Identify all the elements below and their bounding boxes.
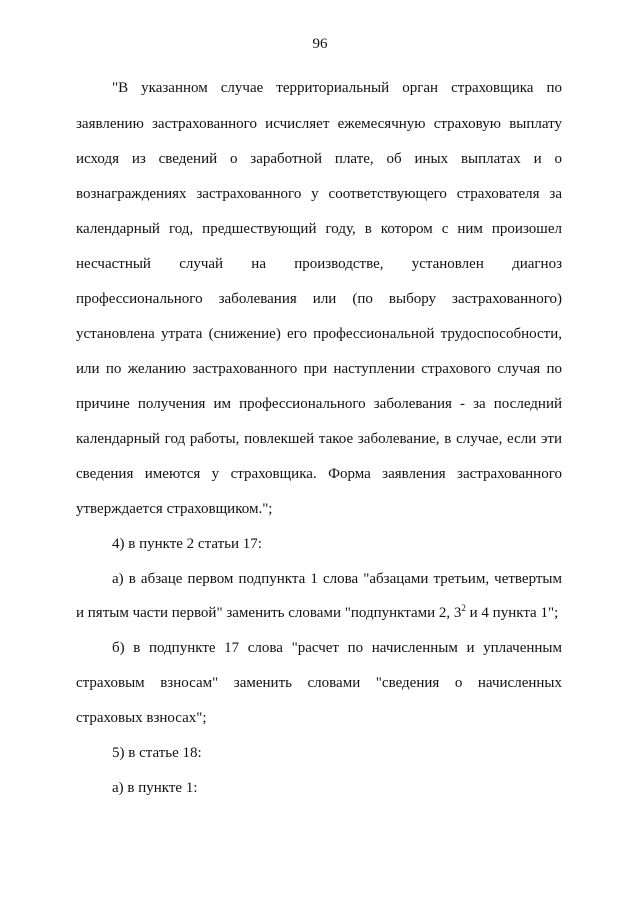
text-fragment: и пятым части первой" заменить словами "подпунктами 2, 3 bbox=[76, 605, 462, 621]
paragraph-line: б) в подпункте 17 слова "расчет по начисленным и уплаченным bbox=[112, 640, 562, 656]
paragraph-line: сведения имеются у страховщика. Форма заявления застрахованного bbox=[76, 466, 562, 482]
list-item-heading: 4) в пункте 2 статьи 17: bbox=[112, 536, 262, 552]
paragraph-line: календарный год работы, повлекшей такое заболевание, в случае, если эти bbox=[76, 431, 562, 447]
paragraph-line: календарный год, предшествующий году, в котором с ним произошел bbox=[76, 221, 562, 237]
paragraph-line: утверждается страховщиком."; bbox=[76, 501, 273, 517]
paragraph-line: страховым взносам" заменить словами "сведения о начисленных bbox=[76, 675, 562, 691]
paragraph-line: или по желанию застрахованного при наступлении страхового случая по bbox=[76, 361, 562, 377]
paragraph-line: профессионального заболевания или (по выбору застрахованного) bbox=[76, 291, 562, 307]
list-item-heading: 5) в статье 18: bbox=[112, 745, 202, 761]
paragraph-line bbox=[76, 603, 562, 623]
paragraph-line: исходя из сведений о заработной плате, об иных выплатах и о bbox=[76, 151, 562, 167]
paragraph-line: причине получения им профессионального заболевания - за последний bbox=[76, 396, 562, 412]
paragraph-line: "В указанном случае территориальный орган страховщика по bbox=[112, 80, 562, 96]
paragraph-line: заявлению застрахованного исчисляет ежемесячную страховую выплату bbox=[76, 116, 562, 132]
superscript: 2 bbox=[461, 603, 466, 613]
paragraph-line: установлена утрата (снижение) его профессиональной трудоспособности, bbox=[76, 326, 562, 342]
text-fragment: и 4 пункта 1"; bbox=[465, 605, 559, 621]
paragraph-line: несчастный случай на производстве, установлен диагноз bbox=[76, 256, 562, 272]
paragraph-line: а) в абзаце первом подпункта 1 слова "абзацами третьим, четвертым bbox=[112, 571, 562, 587]
paragraph-line: страховых взносах"; bbox=[76, 710, 207, 726]
list-item-heading: а) в пункте 1: bbox=[112, 780, 198, 796]
page-number: 96 bbox=[312, 36, 328, 52]
paragraph-line: вознаграждениях застрахованного у соответствующего страхователя за bbox=[76, 186, 562, 202]
